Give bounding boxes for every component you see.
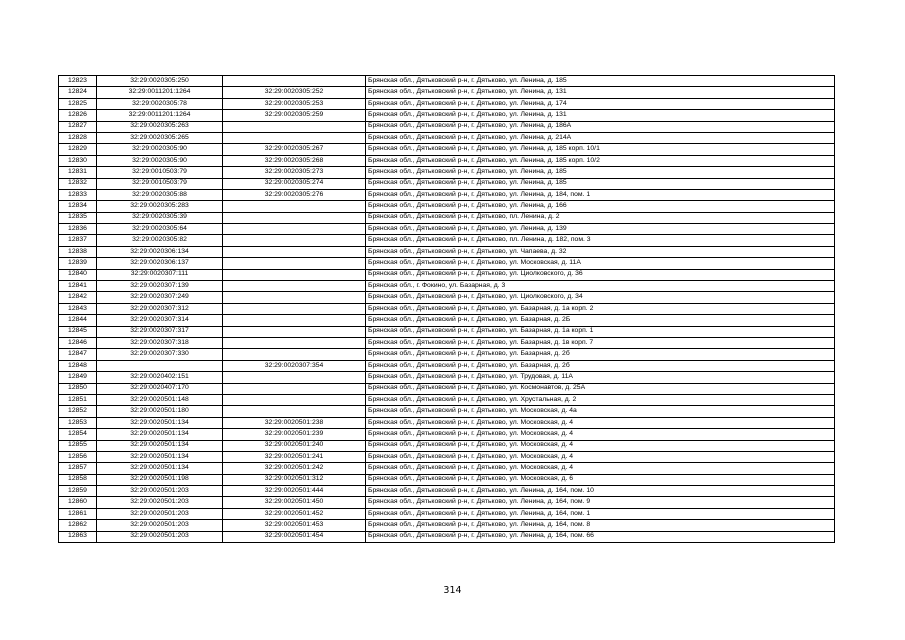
row-number-cell: 12862 [59,520,97,531]
page-number: 314 [443,585,462,596]
address-cell: Брянская обл., Дятьковский р-н, г. Дятьково, ул. Ленина, д. 174 [366,98,835,109]
row-number-cell: 12861 [59,508,97,519]
address-cell: Брянская обл., Дятьковский р-н, г. Дятьково, ул. Ленина, д. 164, пом. 8 [366,520,835,531]
cadastral-number-cell: 32:29:0020305:283 [97,201,223,212]
object-number-cell [223,337,366,348]
address-cell: Брянская обл., Дятьковский р-н, г. Дятьково, пл. Ленина, д. 2 [366,212,835,223]
object-number-cell [223,224,366,235]
cadastral-number-cell [97,360,223,371]
cadastral-number-cell: 32:29:0020501:134 [97,417,223,428]
object-number-cell [223,303,366,314]
table-row [59,178,835,189]
address-cell: Брянская обл., Дятьковский р-н, г. Дятьково, ул. Московская, д. 4 [366,440,835,451]
cadastral-number-cell: 32:29:0020307:317 [97,326,223,337]
table-row [59,235,835,246]
cadastral-number-cell: 32:29:0020305:263 [97,121,223,132]
object-number-cell: 32:29:0020305:273 [223,167,366,178]
cadastral-number-cell: 32:29:0020305:78 [97,98,223,109]
row-number-cell: 12857 [59,463,97,474]
table-row [59,269,835,280]
row-number-cell: 12842 [59,292,97,303]
table-row [59,76,835,87]
object-number-cell [223,315,366,326]
row-number-cell: 12823 [59,76,97,87]
object-number-cell: 32:29:0020305:276 [223,189,366,200]
object-number-cell [223,201,366,212]
cadastral-number-cell: 32:29:0020501:198 [97,474,223,485]
cadastral-number-cell: 32:29:0020501:203 [97,497,223,508]
cadastral-number-cell: 32:29:0020501:134 [97,440,223,451]
object-number-cell: 32:29:0020501:239 [223,429,366,440]
row-number-cell: 12839 [59,258,97,269]
table-row [59,303,835,314]
row-number-cell: 12851 [59,394,97,405]
address-cell: Брянская обл., Дятьковский р-н, г. Дятьково, ул. Московская, д. 6 [366,474,835,485]
table-row [59,87,835,98]
object-number-cell: 32:29:0020501:450 [223,497,366,508]
cadastral-number-cell: 32:29:0020305:88 [97,189,223,200]
object-number-cell: 32:29:0020501:242 [223,463,366,474]
cadastral-number-cell: 32:29:0020501:134 [97,451,223,462]
address-cell: Брянская обл., Дятьковский р-н, г. Дятьково, ул. Базарная, д. 2Б [366,315,835,326]
address-cell: Брянская обл., Дятьковский р-н, г. Дятьково, ул. Хрустальная, д. 2 [366,394,835,405]
table-row [59,508,835,519]
object-number-cell: 32:29:0020501:452 [223,508,366,519]
row-number-cell: 12858 [59,474,97,485]
cadastral-number-cell: 32:29:0020307:330 [97,349,223,360]
address-cell: Брянская обл., Дятьковский р-н, г. Дятьково, ул. Базарная, д. 2б [366,349,835,360]
object-number-cell: 32:29:0020501:241 [223,451,366,462]
cadastral-number-cell: 32:29:0020307:249 [97,292,223,303]
cadastral-number-cell: 32:29:0020402:151 [97,372,223,383]
row-number-cell: 12835 [59,212,97,223]
table-row [59,132,835,143]
table-row [59,463,835,474]
object-number-cell [223,246,366,257]
row-number-cell: 12840 [59,269,97,280]
row-number-cell: 12849 [59,372,97,383]
row-number-cell: 12859 [59,486,97,497]
cadastral-number-cell: 32:29:0020305:39 [97,212,223,223]
object-number-cell: 32:29:0020305:259 [223,110,366,121]
table-row [59,417,835,428]
address-cell: Брянская обл., Дятьковский р-н, г. Дятьково, ул. Трудовая, д. 11А [366,372,835,383]
table-row [59,337,835,348]
cadastral-number-cell: 32:29:0020307:111 [97,269,223,280]
table-row [59,520,835,531]
address-cell: Брянская обл., Дятьковский р-н, г. Дятьково, ул. Ленина, д. 164, пом. 66 [366,531,835,542]
registry-table [58,75,835,543]
object-number-cell [223,269,366,280]
table-row [59,281,835,292]
row-number-cell: 12830 [59,155,97,166]
row-number-cell: 12831 [59,167,97,178]
cadastral-number-cell: 32:29:0020501:148 [97,394,223,405]
address-cell: Брянская обл., Дятьковский р-н, г. Дятьково, ул. Московская, д. 4а [366,406,835,417]
row-number-cell: 12855 [59,440,97,451]
address-cell: Брянская обл., Дятьковский р-н, г. Дятьково, ул. Ленина, д. 164, пом. 1 [366,508,835,519]
cadastral-number-cell: 32:29:0020305:82 [97,235,223,246]
address-cell: Брянская обл., Дятьковский р-н, г. Дятьково, ул. Базарная, д. 1а корп. 2 [366,303,835,314]
object-number-cell: 32:29:0020305:267 [223,144,366,155]
address-cell: Брянская обл., Дятьковский р-н, г. Дятьково, ул. Московская, д. 4 [366,463,835,474]
cadastral-number-cell: 32:29:0020307:312 [97,303,223,314]
cadastral-number-cell: 32:29:0020305:250 [97,76,223,87]
address-cell: Брянская обл., Дятьковский р-н, г. Дятьково, ул. Ленина, д. 131 [366,87,835,98]
row-number-cell: 12845 [59,326,97,337]
cadastral-number-cell: 32:29:0020305:90 [97,144,223,155]
row-number-cell: 12846 [59,337,97,348]
row-number-cell: 12826 [59,110,97,121]
address-cell: Брянская обл., Дятьковский р-н, г. Дятьково, ул. Ленина, д. 185 [366,167,835,178]
row-number-cell: 12856 [59,451,97,462]
table-row [59,474,835,485]
cadastral-number-cell: 32:29:0020305:90 [97,155,223,166]
address-cell: Брянская обл., Дятьковский р-н, г. Дятьково, ул. Ленина, д. 166 [366,201,835,212]
cadastral-number-cell: 32:29:0011201:1264 [97,87,223,98]
row-number-cell: 12829 [59,144,97,155]
object-number-cell: 32:29:0020305:253 [223,98,366,109]
cadastral-number-cell: 32:29:0010503:79 [97,167,223,178]
object-number-cell: 32:29:0020307:354 [223,360,366,371]
table-row [59,486,835,497]
row-number-cell: 12854 [59,429,97,440]
table-row [59,440,835,451]
cadastral-number-cell: 32:29:0020307:318 [97,337,223,348]
address-cell: Брянская обл., Дятьковский р-н, г. Дятьково, ул. Ленина, д. 184, пом. 1 [366,189,835,200]
cadastral-number-cell: 32:29:0020501:203 [97,508,223,519]
table-row [59,155,835,166]
table-row [59,144,835,155]
object-number-cell: 32:29:0020501:444 [223,486,366,497]
cadastral-number-cell: 32:29:0020307:314 [97,315,223,326]
row-number-cell: 12832 [59,178,97,189]
cadastral-number-cell: 32:29:0020306:137 [97,258,223,269]
address-cell: Брянская обл., Дятьковский р-н, г. Дятьково, ул. Чапаева, д. 32 [366,246,835,257]
cadastral-number-cell: 32:29:0020501:203 [97,531,223,542]
object-number-cell: 32:29:0020305:268 [223,155,366,166]
row-number-cell: 12828 [59,132,97,143]
row-number-cell: 12841 [59,281,97,292]
object-number-cell [223,281,366,292]
row-number-cell: 12843 [59,303,97,314]
table-row [59,110,835,121]
cadastral-number-cell: 32:29:0010503:79 [97,178,223,189]
table-row [59,429,835,440]
table-row [59,167,835,178]
address-cell: Брянская обл., Дятьковский р-н, г. Дятьково, ул. Московская, д. 4 [366,417,835,428]
row-number-cell: 12853 [59,417,97,428]
object-number-cell [223,121,366,132]
object-number-cell: 32:29:0020501:238 [223,417,366,428]
row-number-cell: 12847 [59,349,97,360]
table-row [59,360,835,371]
row-number-cell: 12848 [59,360,97,371]
table-row [59,372,835,383]
address-cell: Брянская обл., Дятьковский р-н, г. Дятьково, ул. Ленина, д. 185 корп. 10/2 [366,155,835,166]
row-number-cell: 12852 [59,406,97,417]
object-number-cell: 32:29:0020305:252 [223,87,366,98]
table-row [59,326,835,337]
object-number-cell [223,349,366,360]
row-number-cell: 12844 [59,315,97,326]
table-row [59,292,835,303]
address-cell: Брянская обл., Дятьковский р-н, г. Дятьково, ул. Ленина, д. 139 [366,224,835,235]
address-cell: Брянская обл., г. Фокино, ул. Базарная, д. 3 [366,281,835,292]
cadastral-number-cell: 32:29:0020407:170 [97,383,223,394]
table-row [59,315,835,326]
object-number-cell [223,76,366,87]
row-number-cell: 12860 [59,497,97,508]
table-row [59,246,835,257]
cadastral-number-cell: 32:29:0020501:134 [97,429,223,440]
table-row [59,258,835,269]
table-row [59,406,835,417]
cadastral-number-cell: 32:29:0020501:203 [97,520,223,531]
table-row [59,212,835,223]
object-number-cell [223,326,366,337]
table-row [59,189,835,200]
address-cell: Брянская обл., Дятьковский р-н, г. Дятьково, ул. Космонавтов, д. 25А [366,383,835,394]
address-cell: Брянская обл., Дятьковский р-н, г. Дятьково, пл. Ленина, д. 182, пом. 3 [366,235,835,246]
address-cell: Брянская обл., Дятьковский р-н, г. Дятьково, ул. Ленина, д. 186А [366,121,835,132]
address-cell: Брянская обл., Дятьковский р-н, г. Дятьково, ул. Циолковского, д. 34 [366,292,835,303]
object-number-cell [223,406,366,417]
cadastral-number-cell: 32:29:0020305:265 [97,132,223,143]
cadastral-number-cell: 32:29:0020501:134 [97,463,223,474]
row-number-cell: 12834 [59,201,97,212]
row-number-cell: 12824 [59,87,97,98]
object-number-cell [223,394,366,405]
table-row [59,224,835,235]
row-number-cell: 12827 [59,121,97,132]
address-cell: Брянская обл., Дятьковский р-н, г. Дятьково, ул. Базарная, д. 2б [366,360,835,371]
address-cell: Брянская обл., Дятьковский р-н, г. Дятьково, ул. Московская, д. 11А [366,258,835,269]
object-number-cell [223,372,366,383]
address-cell: Брянская обл., Дятьковский р-н, г. Дятьково, ул. Ленина, д. 185 корп. 10/1 [366,144,835,155]
address-cell: Брянская обл., Дятьковский р-н, г. Дятьково, ул. Ленина, д. 164, пом. 9 [366,497,835,508]
cadastral-number-cell: 32:29:0020501:203 [97,486,223,497]
object-number-cell [223,132,366,143]
row-number-cell: 12833 [59,189,97,200]
table-row [59,451,835,462]
table-row [59,201,835,212]
object-number-cell [223,292,366,303]
address-cell: Брянская обл., Дятьковский р-н, г. Дятьково, ул. Базарная, д. 1а корп. 1 [366,326,835,337]
cadastral-number-cell: 32:29:0020501:180 [97,406,223,417]
address-cell: Брянская обл., Дятьковский р-н, г. Дятьково, ул. Ленина, д. 185 [366,76,835,87]
object-number-cell: 32:29:0020501:312 [223,474,366,485]
row-number-cell: 12863 [59,531,97,542]
address-cell: Брянская обл., Дятьковский р-н, г. Дятьково, ул. Ленина, д. 164, пом. 10 [366,486,835,497]
address-cell: Брянская обл., Дятьковский р-н, г. Дятьково, ул. Циолковского, д. 36 [366,269,835,280]
cadastral-number-cell: 32:29:0020305:64 [97,224,223,235]
object-number-cell [223,235,366,246]
object-number-cell [223,383,366,394]
object-number-cell [223,258,366,269]
table-row [59,349,835,360]
table-row [59,531,835,542]
registry-table-body [59,76,835,543]
row-number-cell: 12837 [59,235,97,246]
address-cell: Брянская обл., Дятьковский р-н, г. Дятьково, ул. Ленина, д. 214А [366,132,835,143]
address-cell: Брянская обл., Дятьковский р-н, г. Дятьково, ул. Московская, д. 4 [366,429,835,440]
object-number-cell: 32:29:0020501:453 [223,520,366,531]
cadastral-number-cell: 32:29:0020306:134 [97,246,223,257]
address-cell: Брянская обл., Дятьковский р-н, г. Дятьково, ул. Ленина, д. 131 [366,110,835,121]
row-number-cell: 12836 [59,224,97,235]
object-number-cell: 32:29:0020501:454 [223,531,366,542]
table-row [59,497,835,508]
object-number-cell: 32:29:0020305:274 [223,178,366,189]
address-cell: Брянская обл., Дятьковский р-н, г. Дятьково, ул. Московская, д. 4 [366,451,835,462]
object-number-cell [223,212,366,223]
cadastral-number-cell: 32:29:0011201:1264 [97,110,223,121]
table-row [59,121,835,132]
row-number-cell: 12850 [59,383,97,394]
table-row [59,383,835,394]
table-row [59,394,835,405]
address-cell: Брянская обл., Дятьковский р-н, г. Дятьково, ул. Ленина, д. 185 [366,178,835,189]
row-number-cell: 12825 [59,98,97,109]
object-number-cell: 32:29:0020501:240 [223,440,366,451]
cadastral-number-cell: 32:29:0020307:139 [97,281,223,292]
address-cell: Брянская обл., Дятьковский р-н, г. Дятьково, ул. Базарная, д. 1в корп. 7 [366,337,835,348]
row-number-cell: 12838 [59,246,97,257]
table-row [59,98,835,109]
